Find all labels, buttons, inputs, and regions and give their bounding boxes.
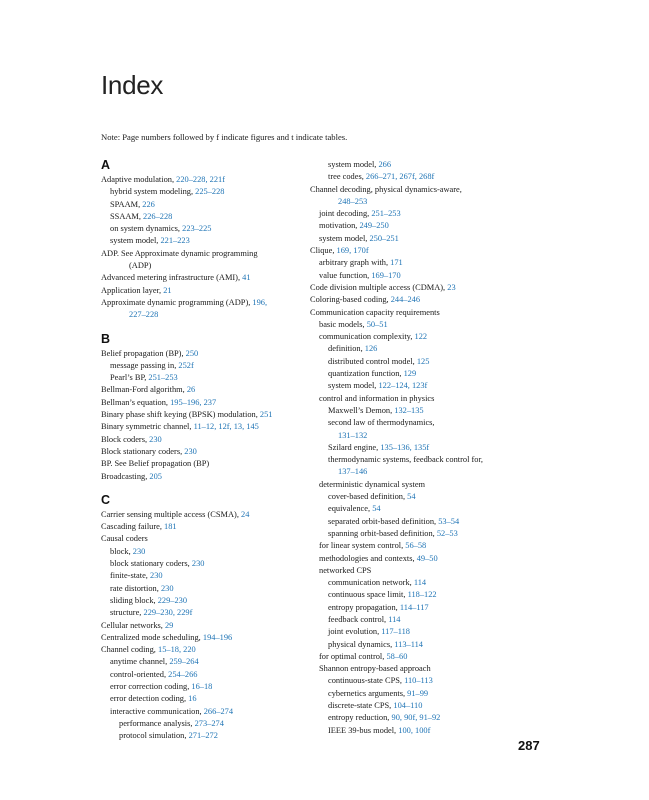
page-reference-link[interactable]: 24 [241, 509, 250, 519]
page-reference-link[interactable]: 230 [160, 583, 174, 593]
index-entry [310, 516, 518, 528]
page-reference-link[interactable]: 266 [378, 160, 392, 169]
page-reference-link[interactable]: 251–253 [148, 373, 178, 383]
page-reference-link[interactable]: 225–228 [195, 187, 225, 197]
page-reference-link[interactable]: 205 [149, 471, 162, 481]
index-entry [310, 651, 518, 663]
index-entry [310, 675, 518, 687]
page-reference-link[interactable]: 221–223 [160, 236, 190, 246]
page-reference-link[interactable]: 230 [132, 546, 146, 556]
index-entry [101, 595, 309, 607]
index-term: protocol simulation, [119, 731, 189, 741]
index-column-right [310, 159, 518, 737]
index-entry [101, 260, 309, 272]
index-entry [310, 184, 518, 196]
page-reference-link[interactable]: 251 [259, 410, 273, 420]
index-term: Channel coding, [101, 645, 158, 655]
index-term: Advanced metering infrastructure (AMI), [101, 273, 243, 283]
index-entry [101, 644, 309, 656]
page-reference-link[interactable]: 23 [447, 282, 456, 292]
index-entry [101, 174, 309, 186]
page-reference-link[interactable]: 113–114 [394, 639, 423, 649]
index-entry [101, 309, 309, 321]
index-term: structure, [110, 608, 144, 618]
page-reference-link[interactable]: 53–54 [438, 516, 460, 526]
index-term: Communication capacity requirements [310, 307, 440, 317]
index-entry [101, 521, 309, 533]
index-term: discrete-state CPS, [328, 701, 394, 711]
page-reference-link[interactable]: 131–132 [338, 430, 368, 440]
index-entry [310, 614, 518, 626]
index-entry [310, 331, 518, 343]
index-term: BP. See Belief propagation (BP) [101, 459, 210, 469]
index-entry [101, 656, 309, 668]
index-term: Binary symmetric channel, [101, 422, 194, 432]
page-reference-link[interactable]: 137–146 [338, 467, 368, 477]
index-term: error correction coding, [110, 681, 192, 691]
index-entry [310, 319, 518, 331]
page-reference-link[interactable]: 169–170 [371, 270, 401, 280]
index-term: Shannon entropy-based approach [319, 664, 431, 674]
index-term: motivation, [319, 221, 360, 231]
index-term: Block coders, [101, 434, 150, 444]
index-term: IEEE 39-bus model, [328, 725, 399, 735]
index-entry [101, 583, 309, 595]
page-reference-link[interactable]: 259–264 [169, 657, 199, 667]
index-entry [310, 245, 518, 257]
index-entry [101, 372, 309, 384]
index-term: hybrid system modeling, [110, 187, 196, 197]
page-reference-link[interactable]: 227–228 [129, 310, 159, 320]
index-entry [101, 421, 309, 433]
index-entry [101, 248, 309, 260]
index-entry [310, 159, 518, 171]
index-term: networked CPS [319, 565, 372, 575]
index-term: value function, [319, 270, 372, 280]
index-term: system model, [110, 236, 161, 246]
index-entry [310, 196, 518, 208]
page-reference-link[interactable]: 114–117 [399, 602, 429, 612]
index-term: Carrier sensing multiple access (CSMA), [101, 509, 242, 519]
page-reference-link[interactable]: 56–58 [405, 541, 427, 551]
index-entry [310, 540, 518, 552]
index-entry [310, 307, 518, 319]
index-entry [310, 528, 518, 540]
index-entry [101, 409, 309, 421]
page-reference-link[interactable]: 114 [388, 614, 401, 624]
page-reference-link[interactable]: 266–274 [203, 706, 234, 716]
index-term: Szilard engine, [328, 442, 381, 452]
index-term: on system dynamics, [110, 224, 183, 234]
index-entry [310, 417, 518, 429]
page-reference-link[interactable]: 230 [150, 571, 163, 581]
index-entry [101, 297, 309, 309]
index-entry [310, 257, 518, 269]
index-term: definition, [328, 344, 365, 354]
index-entry [310, 602, 518, 614]
page-reference-link[interactable]: 226 [142, 199, 155, 209]
page-reference-link[interactable]: 41 [242, 273, 251, 283]
page-reference-link[interactable]: 125 [416, 356, 430, 366]
index-entry [310, 700, 518, 712]
index-term: finite-state, [110, 571, 150, 581]
page-reference-link[interactable]: 54 [407, 492, 416, 502]
page-reference-link[interactable]: 90, 90f, 91–92 [391, 713, 441, 723]
page-reference-link[interactable]: 26 [186, 385, 196, 395]
page-number: 287 [518, 738, 540, 753]
index-section-letter: B [101, 331, 111, 346]
index-term: block, [110, 546, 133, 556]
index-entry [101, 681, 309, 693]
page-reference-link[interactable]: 181 [164, 522, 177, 532]
index-entry [310, 171, 518, 183]
index-entry [310, 466, 518, 478]
index-term: continuous-state CPS, [328, 676, 405, 686]
index-entry [101, 397, 309, 409]
index-term: Causal coders [101, 534, 148, 544]
index-term: Cellular networks, [101, 620, 165, 630]
index-entry [310, 688, 518, 700]
index-entry [310, 565, 518, 577]
page-reference-link[interactable]: 91–99 [407, 688, 429, 698]
index-term: entropy propagation, [328, 602, 400, 612]
index-entry [101, 730, 309, 742]
page-reference-link[interactable]: 273–274 [194, 718, 224, 728]
index-entry [101, 546, 309, 558]
index-entry [310, 343, 518, 355]
page-reference-link[interactable]: 50–51 [366, 319, 388, 329]
index-entry [101, 718, 309, 730]
index-term: Application layer, [101, 285, 164, 295]
index-term: for linear system control, [319, 541, 406, 551]
index-entry [310, 368, 518, 380]
page-reference-link[interactable]: 129 [403, 369, 417, 379]
index-term: Bellman-Ford algorithm, [101, 385, 187, 395]
index-entry [101, 199, 309, 211]
page-reference-link[interactable]: 252f [178, 360, 194, 370]
index-term: anytime channel, [110, 657, 170, 667]
index-entry [310, 233, 518, 245]
index-entry [101, 693, 309, 705]
index-term: spanning orbit-based definition, [328, 528, 437, 538]
page-reference-link[interactable]: 229–230 [157, 595, 188, 605]
page-reference-link[interactable]: 169, 170f [336, 246, 369, 256]
index-term: deterministic dynamical system [319, 479, 426, 489]
index-entry [310, 270, 518, 282]
page-reference-link[interactable]: 250–251 [369, 233, 399, 243]
index-term: Code division multiple access (CDMA), [310, 282, 448, 292]
index-entry [101, 434, 309, 446]
page-reference-link[interactable]: 249–250 [359, 221, 389, 231]
index-entry [310, 479, 518, 491]
index-term: Approximate dynamic programming (ADP), [101, 297, 253, 307]
page-reference-link[interactable]: 114 [413, 578, 427, 588]
index-term: interactive communication, [110, 706, 204, 716]
index-entry [101, 669, 309, 681]
page-reference-link[interactable]: 230 [149, 434, 162, 444]
index-term: control and information in physics [319, 393, 435, 403]
page-reference-link[interactable]: 244–246 [390, 295, 421, 305]
page-reference-link[interactable]: 171 [390, 258, 403, 268]
index-entry [101, 620, 309, 632]
page-reference-link[interactable]: 15–18, 220 [158, 645, 196, 655]
index-entry [101, 272, 309, 284]
index-entry [101, 384, 309, 396]
index-term: Broadcasting, [101, 471, 150, 481]
index-note: Note: Page numbers followed by f indicate figures and t indicate tables. [101, 132, 348, 142]
page-reference-link[interactable]: 29 [164, 620, 174, 630]
index-term: SSAAM, [110, 211, 144, 221]
page-reference-link[interactable]: 135–136, 135f [380, 442, 430, 452]
page-reference-link[interactable]: 195–196, 237 [170, 397, 217, 407]
index-entry [101, 632, 309, 644]
index-entry [101, 706, 309, 718]
index-entry [310, 639, 518, 651]
index-term: Binary phase shift keying (BPSK) modulation, [101, 410, 260, 420]
index-term: physical dynamics, [328, 639, 395, 649]
index-term: Clique, [310, 246, 337, 256]
index-term: methodologies and contexts, [319, 553, 417, 563]
index-term: error detection coding, [110, 694, 189, 704]
index-term: joint decoding, [319, 209, 372, 219]
index-entry [310, 553, 518, 565]
page-reference-link[interactable]: 110–113 [404, 676, 433, 686]
page-reference-link[interactable]: 122–124, 123f [378, 381, 428, 391]
page-reference-link[interactable]: 194–196 [202, 632, 233, 642]
index-entry [310, 725, 518, 737]
index-term: communication complexity, [319, 332, 415, 342]
index-term: tree codes, [328, 172, 366, 182]
page-reference-link[interactable]: 271–272 [188, 731, 218, 741]
index-term: rate distortion, [110, 583, 161, 593]
page-reference-link[interactable]: 117–118 [381, 627, 410, 637]
index-entry [310, 393, 518, 405]
index-term: entropy reduction, [328, 713, 392, 723]
index-entry [101, 211, 309, 223]
index-entry [310, 294, 518, 306]
page-reference-link[interactable]: 21 [163, 285, 172, 295]
index-term: Coloring-based coding, [310, 295, 391, 305]
index-term: basic models, [319, 319, 367, 329]
index-entry [310, 577, 518, 589]
index-term: Pearl’s BP, [110, 373, 149, 383]
page-reference-link[interactable]: 251–253 [371, 209, 401, 219]
index-column-left [101, 158, 309, 742]
index-term: control-oriented, [110, 669, 169, 679]
index-term: communication network, [328, 578, 414, 588]
page-reference-link[interactable]: 16 [188, 694, 197, 704]
index-entry [310, 454, 518, 466]
page-reference-link[interactable]: 54 [372, 504, 381, 514]
index-term: Adaptive modulation, [101, 175, 177, 184]
page-reference-link[interactable]: 126 [364, 344, 378, 354]
index-term: performance analysis, [119, 718, 195, 728]
index-term: thermodynamic systems, feedback control for, [328, 455, 484, 465]
index-term: feedback control, [328, 614, 389, 624]
index-entry [101, 509, 309, 521]
index-entry [310, 589, 518, 601]
index-term: distributed control model, [328, 356, 417, 366]
index-term: system model, [328, 160, 379, 169]
page-reference-link[interactable]: 100, 100f [398, 725, 431, 735]
index-term: Bellman’s equation, [101, 397, 171, 407]
page-reference-link[interactable]: 223–225 [182, 224, 212, 234]
index-entry [310, 663, 518, 675]
index-entry [310, 380, 518, 392]
index-term: cybernetics arguments, [328, 688, 408, 698]
index-entry [310, 503, 518, 515]
index-entry [310, 442, 518, 454]
page-reference-link[interactable]: 220–228, 221f [176, 175, 225, 184]
index-entry [101, 471, 309, 483]
page-reference-link[interactable]: 230 [191, 559, 205, 569]
index-term: quantization function, [328, 369, 404, 379]
index-entry [101, 533, 309, 545]
index-entry [310, 405, 518, 417]
index-entry [101, 558, 309, 570]
index-term: block stationary coders, [110, 559, 192, 569]
index-term: second law of thermodynamics, [328, 418, 435, 428]
index-term: Cascading failure, [101, 522, 165, 532]
page-reference-link[interactable]: 118–122 [407, 590, 437, 600]
index-term: ADP. See Approximate dynamic programming [101, 248, 258, 258]
index-entry [101, 360, 309, 372]
index-term: message passing in, [110, 360, 179, 370]
index-entry [310, 430, 518, 442]
page-reference-link[interactable]: 49–50 [416, 553, 438, 563]
index-entry [310, 712, 518, 724]
index-term: Channel decoding, physical dynamics-aware, [310, 184, 462, 194]
index-entry [310, 356, 518, 368]
page-reference-link[interactable]: 52–53 [436, 528, 458, 538]
index-term: system model, [328, 381, 379, 391]
index-term: for optimal control, [319, 651, 387, 661]
index-term: system model, [319, 233, 370, 243]
index-term: (ADP) [129, 261, 152, 271]
index-section-letter: C [101, 492, 111, 507]
index-entry [101, 570, 309, 582]
page-reference-link[interactable]: 248–253 [338, 196, 368, 206]
index-term: equivalence, [328, 504, 373, 514]
index-entry [101, 223, 309, 235]
index-entry [101, 186, 309, 198]
page-reference-link[interactable]: 11–12, 12f, 13, 145 [193, 422, 259, 432]
page-reference-link[interactable]: 266–271, 267f, 268f [365, 172, 435, 182]
index-section-letter: A [101, 158, 111, 172]
index-term: Belief propagation (BP), [101, 348, 186, 358]
index-entry [310, 491, 518, 503]
index-entry [310, 208, 518, 220]
index-entry [101, 607, 309, 619]
page-reference-link[interactable]: 250 [185, 348, 199, 358]
index-title: Index [101, 70, 164, 100]
index-term: joint evolution, [328, 627, 382, 637]
index-entry [310, 282, 518, 294]
index-term: arbitrary graph with, [319, 258, 391, 268]
page-reference-link[interactable]: 104–110 [393, 701, 423, 711]
index-term: separated orbit-based definition, [328, 516, 439, 526]
page-reference-link[interactable]: 16–18 [191, 681, 213, 691]
index-term: Maxwell’s Demon, [328, 405, 395, 415]
index-entry [101, 446, 309, 458]
index-entry [101, 285, 309, 297]
index-term: continuous space limit, [328, 590, 408, 600]
page-reference-link[interactable]: 132–135 [394, 405, 424, 415]
index-entry [310, 626, 518, 638]
page-reference-link[interactable]: 196, [252, 297, 268, 307]
page-reference-link[interactable]: 254–266 [168, 669, 198, 679]
page-reference-link[interactable]: 122 [414, 332, 428, 342]
index-entry [101, 458, 309, 470]
index-term: cover-based definition, [328, 492, 408, 502]
page-reference-link[interactable]: 226–228 [143, 211, 173, 221]
index-term: sliding block, [110, 595, 158, 605]
index-entry [101, 235, 309, 247]
page-reference-link[interactable]: 230 [184, 446, 197, 456]
index-term: Block stationary coders, [101, 446, 185, 456]
index-entry [101, 348, 309, 360]
page-reference-link[interactable]: 229–230, 229f [143, 608, 193, 618]
page-reference-link[interactable]: 58–60 [386, 651, 408, 661]
index-term: SPAAM, [110, 199, 143, 209]
index-term: Centralized mode scheduling, [101, 632, 203, 642]
index-entry [310, 220, 518, 232]
